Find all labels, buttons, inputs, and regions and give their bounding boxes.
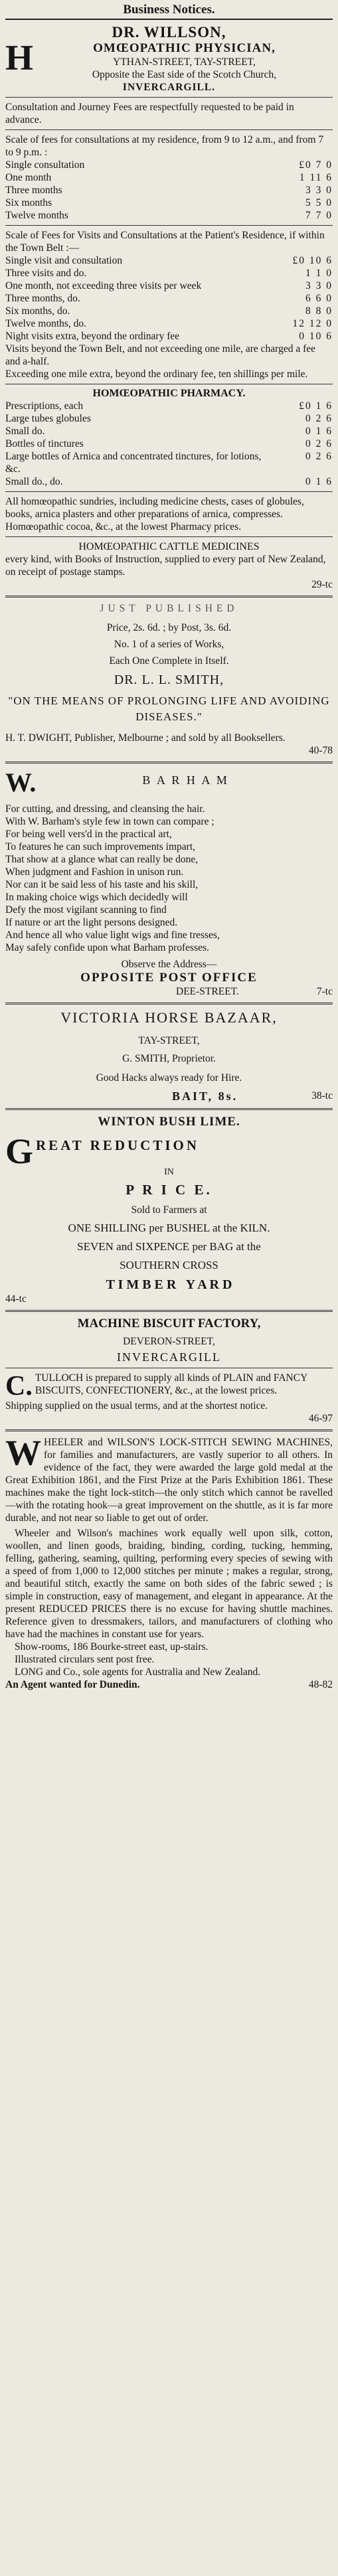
barham-verse-line: For cutting, and dressing, and cleansing the hair. xyxy=(5,803,205,815)
willson-scale1-intro: Scale of fees for consultations at my residence, from 9 to 12 a.m., and from 7 to 9 p.m. : xyxy=(5,134,324,158)
barham-verse-line: Defy the most vigilant scanning to find xyxy=(5,904,167,916)
pharmacy-title: HOMŒOPATHIC PHARMACY. xyxy=(92,388,246,399)
pharmacy-label: Small do., do. xyxy=(5,476,63,487)
pharmacy-label: Prescriptions, each xyxy=(5,400,84,412)
barham-verse-line: That show at a glance what can really be done, xyxy=(5,854,199,865)
pharmacy-row xyxy=(5,475,333,488)
smith-publisher: H. T. DWIGHT, Publisher, Melbourne ; and sold by all Booksellers. xyxy=(5,732,286,744)
bazaar-advert xyxy=(5,1009,333,1103)
pharmacy-label: Large tubes globules xyxy=(5,413,91,424)
willson-title: OMŒOPATHIC PHYSICIAN, xyxy=(93,41,276,55)
scale1-price: 5 5 0 xyxy=(305,197,333,208)
barham-verse-line: If nature or art the light persons designed. xyxy=(5,917,178,928)
scale2-price: 0 10 6 xyxy=(299,331,333,342)
bazaar-proprietor: G. SMITH, Proprietor. xyxy=(122,1053,216,1064)
willson-sundries: All homœopathic sundries, including medicine chests, cases of globules, books, arnica plasters and other preparations of arnica, compresses. Homœopathic cocoa, &c., at the lowest Pharmacy prices. xyxy=(5,496,304,532)
biscuit-town: INVERCARGILL xyxy=(117,1350,221,1364)
pharmacy-row xyxy=(5,438,333,450)
scale1-row xyxy=(5,209,333,222)
pharmacy-row xyxy=(5,412,333,425)
scale2-row xyxy=(5,280,333,292)
pharmacy-price: 0 2 6 xyxy=(305,451,333,462)
pharmacy-row xyxy=(5,450,333,475)
barham-dropcap: W. xyxy=(5,768,37,796)
pharmacy-row xyxy=(5,400,333,412)
barham-verse-line: For being well vers'd in the practical art, xyxy=(5,829,172,840)
bazaar-title: VICTORIA HORSE BAZAAR, xyxy=(60,1009,278,1026)
willson-belt-note: Visits beyond the Town Belt, and not exceeding one mile, are charged a fee and a-half. xyxy=(5,343,315,367)
scale2-label: Six months, do. xyxy=(5,305,70,317)
lime-advert xyxy=(5,1115,333,1305)
scale2-price: 12 12 0 xyxy=(292,318,333,329)
willson-address-2: Opposite the East side of the Scotch Church, xyxy=(92,69,277,80)
newspaper-column xyxy=(5,0,333,1691)
smith-price: Price, 2s. 6d. ; by Post, 3s. 6d. xyxy=(106,622,232,633)
willson-scale2-intro: Scale of Fees for Visits and Consultations at the Patient's Residence, if within the Town Belt :— xyxy=(5,230,325,254)
willson-scale1-list xyxy=(5,159,333,222)
pharmacy-label: Small do. xyxy=(5,426,45,437)
willson-scale2-list xyxy=(5,254,333,343)
wheeler-advert xyxy=(5,1436,333,1691)
wheeler-dropcap: W xyxy=(5,1436,41,1473)
pharmacy-price: £0 1 6 xyxy=(299,400,333,412)
scale1-label: Three months xyxy=(5,185,62,196)
pharmacy-label: Large bottles of Arnica and concentrated tinctures, for lotions, &c. xyxy=(5,451,262,475)
barham-verse-line: To features he can such improvements impart, xyxy=(5,841,196,852)
scale2-price: £0 10 6 xyxy=(292,255,333,266)
smith-just-published: JUST PUBLISHED xyxy=(100,603,238,614)
biscuit-ref: 46-97 xyxy=(308,1413,333,1424)
cattle-title: HOMŒOPATHIC CATTLE MEDICINES xyxy=(78,541,260,552)
barham-verse-line: And hence all who value light wigs and fine tresses, xyxy=(5,929,220,941)
scale2-price: 3 3 0 xyxy=(305,280,333,291)
smith-author: DR. L. L. SMITH, xyxy=(114,673,224,687)
bazaar-bait: BAIT, 8s. xyxy=(171,1089,238,1103)
biscuit-advert xyxy=(5,1317,333,1425)
lime-title: WINTON BUSH LIME. xyxy=(98,1115,240,1129)
barham-verse-line: With W. Barham's style few in town can compare ; xyxy=(5,816,214,827)
scale1-label: Six months xyxy=(5,197,52,208)
willson-notice: Consultation and Journey Fees are respectfully requested to be paid in advance. xyxy=(5,102,294,125)
scale2-row xyxy=(5,305,333,317)
scale1-label: Twelve months xyxy=(5,210,68,221)
barham-name: B A R H A M xyxy=(142,773,229,787)
biscuit-body: TULLOCH is prepared to supply all kinds of PLAIN and FANCY BISCUITS, CONFECTIONERY, &c., at the lowest prices. xyxy=(35,1372,307,1396)
willson-advert xyxy=(5,20,333,591)
scale1-price: 3 3 0 xyxy=(305,185,333,196)
scale2-label: Single visit and consultation xyxy=(5,255,123,266)
barham-advert xyxy=(5,768,333,998)
biscuit-dropcap: C. xyxy=(5,1372,33,1400)
lime-southern: SOUTHERN CROSS xyxy=(120,1259,218,1271)
scale2-row xyxy=(5,267,333,280)
pharmacy-row xyxy=(5,425,333,438)
bazaar-street: TAY-STREET, xyxy=(138,1035,200,1046)
scale1-price: 7 7 0 xyxy=(305,210,333,221)
wheeler-rooms: Show-rooms, 186 Bourke-street east, up-stairs. xyxy=(15,1641,209,1652)
scale1-label: One month xyxy=(5,172,52,183)
willson-address-1: YTHAN-STREET, TAY-STREET, xyxy=(113,56,256,68)
smith-work: "ON THE MEANS OF PROLONGING LIFE AND AVOIDING DISEASES." xyxy=(8,694,330,723)
barham-verse-line: May safely confide upon what Barham professes. xyxy=(5,942,209,953)
barham-verse xyxy=(5,803,333,954)
smith-series: No. 1 of a series of Works, xyxy=(114,639,224,650)
scale2-label: Twelve months, do. xyxy=(5,318,87,329)
pharmacy-price: 0 2 6 xyxy=(305,413,333,424)
biscuit-title: MACHINE BISCUIT FACTORY, xyxy=(77,1317,261,1330)
scale2-label: Night visits extra, beyond the ordinary fee xyxy=(5,331,180,342)
barham-observe: Observe the Address— xyxy=(121,959,217,970)
wheeler-para-2: Wheeler and Wilson's machines work equally well upon silk, cotton, woollen, and linen goods, braiding, binding, cording, tucking, hemming, felling, gathering, seaming, quilting, performing every species of sewing with a speed of from 1,000 to 12,000 stitches per minute ; makes a regular, strong, and beautiful stitch, exactly the same on both sides of the fabric sewed ; is simple in construction, easy of management, and elegant in appearance. At the present REDUCED PRICES there is no excuse for having shuttle machines. Reference given to dressmakers, tailors, and manufacturers of clothing who have had the machines in constant use for years. xyxy=(5,1528,333,1640)
scale2-price: 1 1 0 xyxy=(305,268,333,279)
willson-town: INVERCARGILL. xyxy=(122,82,216,93)
scale2-row xyxy=(5,292,333,305)
scale1-price: £0 7 0 xyxy=(299,159,333,171)
pharmacy-price: 0 1 6 xyxy=(305,476,333,487)
lime-price: P R I C E. xyxy=(126,1182,212,1198)
bazaar-ref: 38-tc xyxy=(311,1090,333,1101)
scale1-label: Single consultation xyxy=(5,159,85,171)
lime-ref: 44-tc xyxy=(5,1293,27,1305)
scale2-price: 8 8 0 xyxy=(305,305,333,317)
smith-ref: 40-78 xyxy=(308,745,333,756)
wheeler-long: LONG and Co., sole agents for Australia and New Zealand. xyxy=(15,1666,261,1678)
scale1-price: 1 11 6 xyxy=(299,172,333,183)
lime-shilling: ONE SHILLING per BUSHEL at the KILN. xyxy=(68,1222,270,1234)
wheeler-agent: An Agent wanted for Dunedin. xyxy=(5,1679,140,1690)
scale2-row xyxy=(5,317,333,330)
lime-in: IN xyxy=(164,1167,174,1177)
willson-name: DR. WILLSON, xyxy=(112,24,226,40)
scale1-row xyxy=(5,197,333,209)
lime-great-reduction: REAT REDUCTION xyxy=(36,1137,200,1153)
scale1-row xyxy=(5,159,333,171)
scale2-price: 6 6 0 xyxy=(305,293,333,304)
scale2-label: One month, not exceeding three visits per week xyxy=(5,280,202,291)
wheeler-ref: 48-82 xyxy=(308,1679,333,1690)
biscuit-street: DEVERON-STREET, xyxy=(123,1336,215,1347)
biscuit-body2: Shipping supplied on the usual terms, and at the shortest notice. xyxy=(5,1400,268,1411)
scale2-label: Three months, do. xyxy=(5,293,80,304)
wheeler-para-1: HEELER and WILSON'S LOCK-STITCH SEWING MACHINES, for families and manufacturers, are vastly superior to all others. In evidence of the fact, they were awarded the large gold medal at the Great Exhibition 1861, and the First Prize at the Paris Exhibition 1861. These machines make the tight lock-stitch—the only stitch which cannot be ravelled—with the rotating hook—a great improvement on the shuttle, as it is far more durable, and not near so liable to get out of order. xyxy=(5,1437,333,1524)
lime-timber: T I M B E R Y A R D xyxy=(106,1277,232,1292)
scale2-label: Three visits and do. xyxy=(5,268,87,279)
pharmacy-price: 0 2 6 xyxy=(305,438,333,449)
lime-sold: Sold to Farmers at xyxy=(131,1204,207,1216)
smith-advert xyxy=(5,602,333,757)
barham-verse-line: In making choice wigs which decidedly will xyxy=(5,892,188,903)
scale1-row xyxy=(5,184,333,197)
wheeler-circulars: Illustrated circulars sent post free. xyxy=(15,1654,155,1665)
pharmacy-price: 0 1 6 xyxy=(305,426,333,437)
bazaar-hacks: Good Hacks always ready for Hire. xyxy=(96,1072,242,1084)
pharmacy-label: Bottles of tinctures xyxy=(5,438,84,449)
section-header: Business Notices. xyxy=(5,0,333,20)
willson-ref: 29-tc xyxy=(311,579,333,590)
scale2-row xyxy=(5,330,333,343)
barham-street: DEE-STREET. xyxy=(176,986,239,997)
cattle-body: every kind, with Books of Instruction, supplied to every part of New Zealand, on receipt of postage stamps. xyxy=(5,554,326,578)
lime-seven: SEVEN and SIXPENCE per BAG at the xyxy=(77,1240,261,1253)
lime-dropcap: G xyxy=(5,1135,34,1167)
scale2-row xyxy=(5,254,333,267)
scale1-row xyxy=(5,171,333,184)
barham-ref: 7-tc xyxy=(316,986,333,997)
willson-exceed-note: Exceeding one mile extra, beyond the ordinary fee, ten shillings per mile. xyxy=(5,368,308,380)
pharmacy-list xyxy=(5,400,333,488)
willson-dropcap: H xyxy=(5,41,34,78)
barham-opposite: OPPOSITE POST OFFICE xyxy=(80,971,258,985)
smith-each: Each One Complete in Itself. xyxy=(109,655,229,667)
barham-verse-line: Nor can it be said less of his taste and his skill, xyxy=(5,879,199,890)
barham-verse-line: When judgment and Fashion in unison run. xyxy=(5,866,184,878)
